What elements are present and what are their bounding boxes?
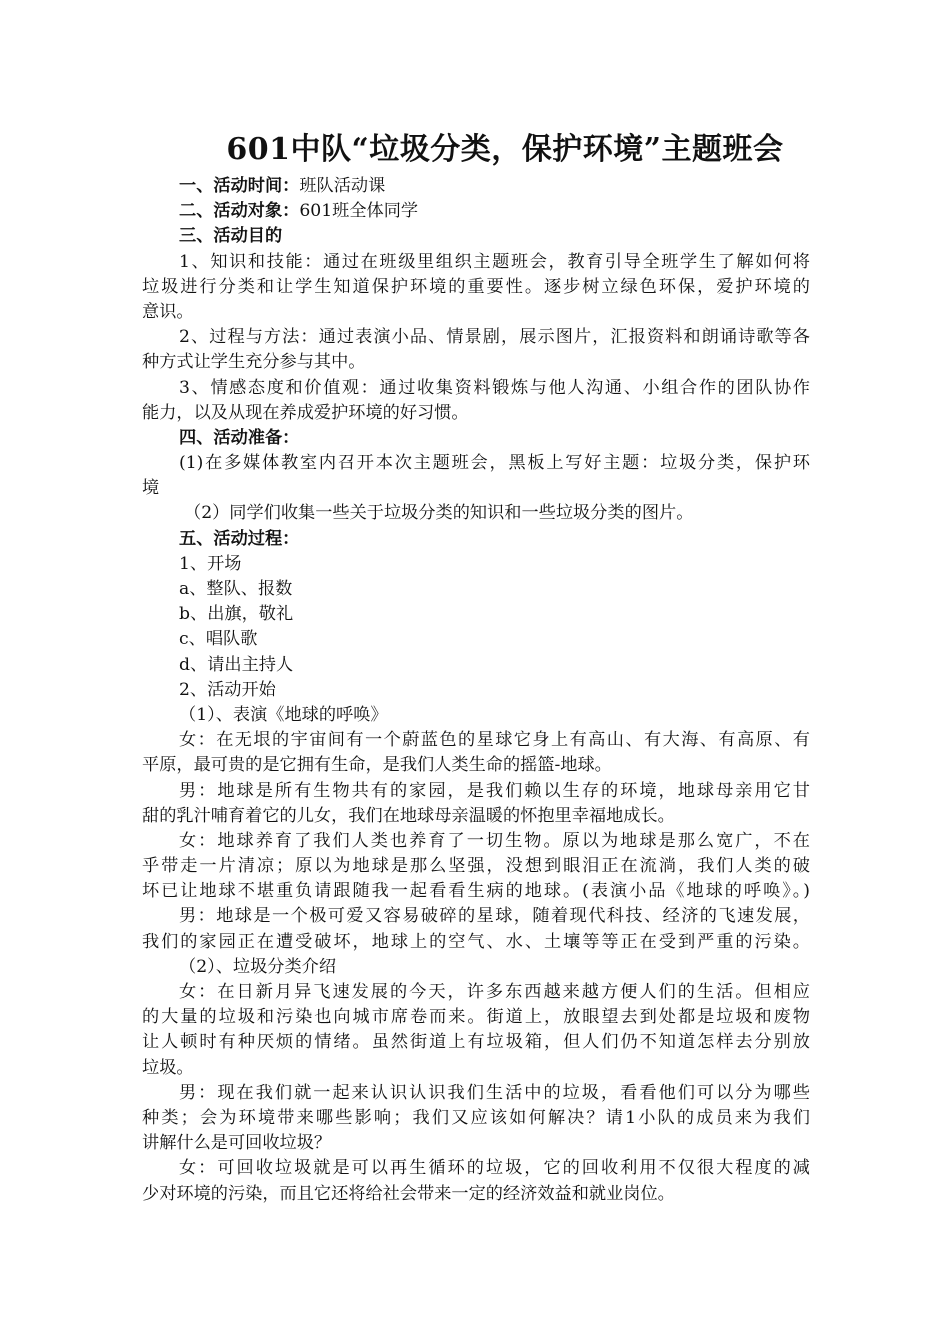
text-segment: 男：地球是所有生物共有的家园，是我们赖以生存的环境，地球母亲用它甘 — [179, 780, 810, 801]
text-segment: d、请出主持人 — [179, 654, 294, 675]
text-segment: 让人顿时有种厌烦的情绪。虽然街道上有垃圾箱，但人们仍不知道怎样去分别放 — [142, 1032, 810, 1053]
text-line — [142, 401, 810, 426]
document-title: 601中队“垃圾分类，保护环境”主题班会 — [226, 132, 784, 167]
text-line — [142, 1030, 810, 1055]
text-segment: （2）同学们收集一些关于垃圾分类的知识和一些垃圾分类的图片。 — [184, 503, 694, 524]
section-heading: 五、活动过程： — [179, 528, 300, 549]
text-segment: 女：可回收垃圾就是可以再生循环的垃圾，它的回收利用不仅很大程度的减 — [179, 1158, 810, 1179]
text-line — [142, 627, 810, 652]
text-segment: 2、过程与方法：通过表演小品、情景剧，展示图片，汇报资料和朗诵诗歌等各 — [179, 327, 810, 348]
text-line — [142, 955, 810, 980]
text-line — [142, 552, 810, 577]
text-segment: 少对环境的污染，而且它还将给社会带来一定的经济效益和就业岗位。 — [142, 1183, 675, 1204]
text-segment: 乎带走一片清凉；原以为地球是那么坚强，没想到眼泪正在流淌，我们人类的破 — [142, 856, 810, 877]
text-line — [142, 1156, 810, 1181]
text-line — [142, 275, 810, 300]
text-segment: b、出旗，敬礼 — [179, 604, 294, 625]
text-segment: 甜的乳汁哺育着它的儿女，我们在地球母亲温暖的怀抱里幸福地成长。 — [142, 805, 675, 826]
text-segment: 班队活动课 — [299, 176, 386, 196]
text-segment: 的大量的垃圾和污染也向城市席卷而来。街道上，放眼望去到处都是垃圾和废物 — [142, 1007, 810, 1028]
section-heading: 三、活动目的 — [179, 226, 283, 247]
text-segment: 2、活动开始 — [179, 679, 276, 700]
text-segment: 境 — [142, 478, 160, 499]
text-segment: 能力，以及从现在养成爱护环境的好习惯。 — [142, 402, 469, 423]
text-line — [142, 250, 810, 275]
section-heading: 二、活动对象： — [179, 201, 300, 222]
text-segment: 种方式让学生充分参与其中。 — [142, 352, 366, 373]
text-segment: 女：地球养育了我们人类也养育了一切生物。原以为地球是那么宽广，不在 — [179, 830, 810, 851]
text-line — [142, 1081, 810, 1106]
text-segment: 意识。 — [142, 301, 194, 322]
text-line — [142, 678, 810, 703]
text-line — [142, 779, 810, 804]
text-line — [142, 199, 810, 224]
text-segment: 垃圾进行分类和让学生知道保护环境的重要性。逐步树立绿色环保，爱护环境的 — [142, 276, 810, 297]
text-segment: 1、知识和技能：通过在班级里组织主题班会，教育引导全班学生了解如何将 — [179, 251, 810, 272]
text-line — [142, 527, 810, 552]
text-segment: 平原，最可贵的是它拥有生命，是我们人类生命的摇篮-地球。 — [142, 755, 612, 776]
text-segment: 女：在无垠的宇宙间有一个蔚蓝色的星球它身上有高山、有大海、有高原、有 — [179, 730, 810, 751]
text-line — [142, 653, 810, 678]
text-segment: 1、开场 — [179, 553, 242, 574]
text-segment: 我们的家园正在遭受破坏，地球上的空气、水、土壤等等正在受到严重的污染。 — [142, 931, 810, 952]
text-line — [142, 501, 810, 526]
text-segment: 男：现在我们就一起来认识认识我们生活中的垃圾，看看他们可以分为哪些 — [179, 1082, 810, 1103]
text-line — [142, 476, 810, 501]
text-line — [142, 1005, 810, 1030]
text-line — [142, 325, 810, 350]
text-line — [142, 904, 810, 929]
text-segment: (1)在多媒体教室内召开本次主题班会，黑板上写好主题：垃圾分类，保护环 — [179, 453, 810, 474]
text-line — [142, 980, 810, 1005]
text-segment: 601班全体同学 — [299, 201, 419, 222]
text-segment: 女：在日新月异飞速发展的今天，许多东西越来越方便人们的生活。但相应 — [179, 982, 810, 1002]
text-line — [142, 930, 810, 955]
text-line — [142, 602, 810, 627]
document-body — [142, 174, 810, 1207]
text-line — [142, 879, 810, 904]
text-line — [142, 1106, 810, 1131]
text-line — [142, 426, 810, 451]
text-line — [142, 577, 810, 602]
text-segment: 坏已让地球不堪重负请跟随我一起看看生病的地球。(表演小品《地球的呼唤》。) — [142, 881, 810, 902]
text-line — [142, 854, 810, 879]
text-line — [142, 1056, 810, 1081]
text-segment: 3、情感态度和价值观：通过收集资料锻炼与他人沟通、小组合作的团队协作 — [179, 377, 810, 398]
text-line — [142, 350, 810, 375]
text-line — [142, 804, 810, 829]
text-line — [142, 174, 810, 199]
text-line — [142, 753, 810, 778]
text-line — [142, 1182, 810, 1207]
text-line — [142, 224, 810, 249]
section-heading: 一、活动时间： — [179, 176, 300, 196]
text-line — [142, 300, 810, 325]
section-heading: 四、活动准备： — [179, 427, 300, 448]
text-line — [142, 728, 810, 753]
text-line — [142, 1131, 810, 1156]
text-line — [142, 829, 810, 854]
text-segment: 垃圾。 — [142, 1057, 194, 1078]
text-segment: c、唱队歌 — [179, 629, 258, 650]
text-segment: （1）、表演《地球的呼唤》 — [179, 704, 388, 725]
text-segment: 男：地球是一个极可爱又容易破碎的星球，随着现代科技、经济的飞速发展， — [179, 906, 810, 927]
text-line — [142, 703, 810, 728]
text-segment: （2）、垃圾分类介绍 — [179, 956, 337, 977]
text-segment: 种类；会为环境带来哪些影响；我们又应该如何解决？请1小队的成员来为我们 — [142, 1107, 810, 1128]
text-segment: 讲解什么是可回收垃圾？ — [142, 1133, 332, 1154]
text-segment: a、整队、报数 — [179, 579, 293, 599]
text-line — [142, 451, 810, 476]
text-line — [142, 376, 810, 401]
